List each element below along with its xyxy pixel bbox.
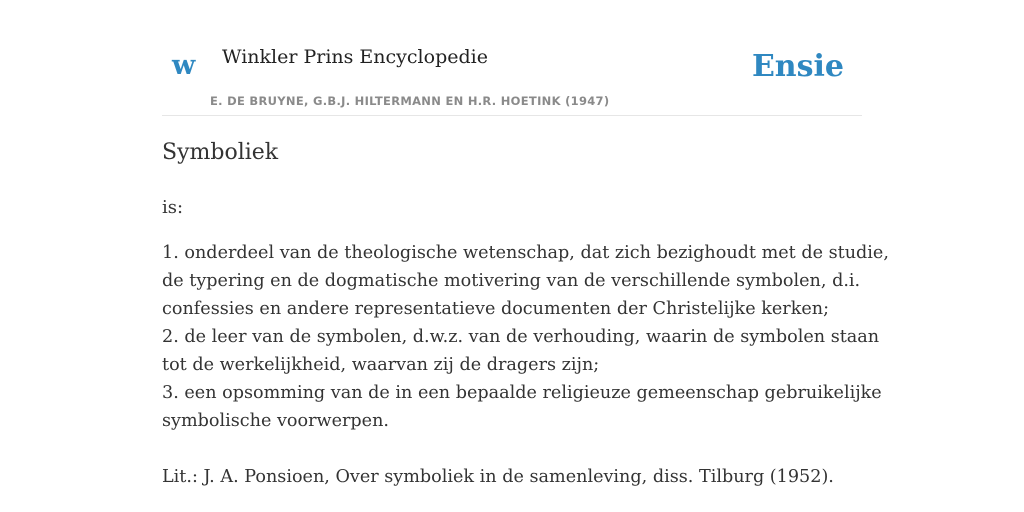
entry-literature: Lit.: J. A. Ponsioen, Over symboliek in de samenleving, diss. Tilburg (1952). (162, 467, 834, 487)
entry-body-line: symbolische voorwerpen. (162, 411, 389, 431)
entry-body-line: 1. onderdeel van de theologische wetenschap, dat zich bezighoudt met de studie, (162, 243, 889, 263)
entry-lead: is: (162, 197, 184, 218)
entry-body-line: tot de werkelijkheid, waarvan zij de dragers zijn; (162, 355, 600, 375)
entry-body-line: 2. de leer van de symbolen, d.w.z. van de verhouding, waarin de symbolen staan (162, 327, 880, 347)
ensie-logo[interactable]: Ensie (751, 49, 844, 84)
site-header (162, 0, 862, 116)
entry-body-line: 3. een opsomming van de in een bepaalde religieuze gemeenschap gebruikelijke (162, 383, 882, 403)
source-title[interactable]: Winkler Prins Encyclopedie (222, 46, 488, 68)
entry-body-line: de typering en de dogmatische motivering van de verschillende symbolen, d.i. (162, 271, 861, 291)
entry-title: Symboliek (162, 140, 279, 165)
winkler-prins-logo-icon[interactable]: w (172, 50, 196, 81)
page (162, 0, 889, 512)
source-authors: E. DE BRUYNE, G.B.J. HILTERMANN EN H.R. HOETINK (1947) (210, 94, 610, 108)
entry-body (162, 239, 889, 435)
entry-body-line: confessies en andere representatieve documenten der Christelijke kerken; (162, 299, 830, 319)
